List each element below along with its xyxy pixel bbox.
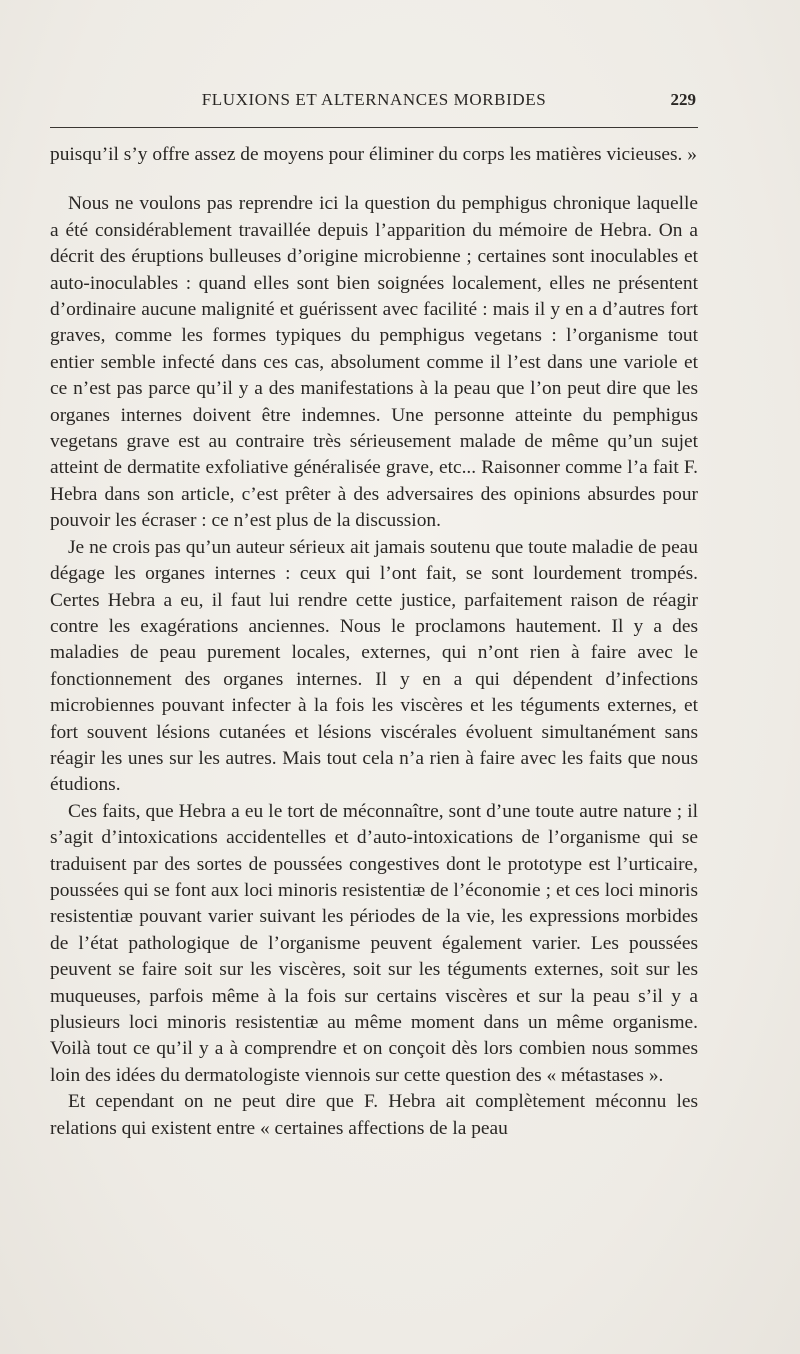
running-title: FLUXIONS ET ALTERNANCES MORBIDES bbox=[201, 90, 547, 109]
paragraph-hebra-relations: Et cependant on ne peut dire que F. Hebra ait complètement méconnu les relations qui existent entre « certaines affections de la peau bbox=[50, 1091, 698, 1139]
page-number: 229 bbox=[670, 90, 696, 109]
header-rule bbox=[50, 127, 698, 128]
paragraph-pemphigus: Nous ne voulons pas reprendre ici la question du pemphigus chronique laquelle a été considérablement travaillée depuis l’apparition du mémoire de Hebra. On a décrit des éruptions bulleuses d’origine microbienne ; certaines sont inoculables et auto-inoculables : quand elles sont bien soignées localement, elles ne présentent d’ordinaire aucune malignité et guérissent avec facilité : mais il y en a d’autres fort graves, comme les formes typiques du pemphigus vegetans : l’organisme tout entier semble infecté dans ces cas, absolument comme il l’est dans une variole et ce n’est pas parce qu’il y a des manifestations à la peau que l’on peut dire que les organes internes doivent être indemnes. Une personne atteinte du pemphigus vegetans grave est au contraire très sérieusement malade de même qu’un sujet atteint de dermatite exfoliative généralisée grave, etc... Raisonner comme l’a fait F. Hebra dans son article, c’est prêter à des adversaires des opinions absurdes pour pouvoir les écraser : ce n’est plus de la discussion. bbox=[50, 193, 698, 532]
running-head bbox=[52, 88, 696, 116]
paragraph-maladie-de-peau: Je ne crois pas qu’un auteur sérieux ait jamais soutenu que toute maladie de peau dégage les organes internes : ceux qui l’ont fait, se sont lourdement trompés. Certes Hebra a eu, il faut lui rendre cette justice, parfaitement raison de réagir contre les exagérations anciennes. Nous le proclamons hautement. Il y a des maladies de peau purement locales, externes, qui n’ont rien à faire avec le fonctionnement des organes internes. Il y en a qui dépendent d’infections microbiennes pouvant infecter à la fois les viscères et les téguments externes, et fort souvent lésions cutanées et lésions viscérales évoluent simultanément sans réagir les unes sur les autres. Mais tout cela n’a rien à faire avec les faits que nous étudions. bbox=[50, 536, 698, 796]
paragraph-continuation: puisqu’il s’y offre assez de moyens pour éliminer du corps les matières vicieuses. » bbox=[50, 144, 697, 165]
paragraph-intoxications: Ces faits, que Hebra a eu le tort de méconnaître, sont d’une toute autre nature ; il s’agit d’intoxications accidentelles et d’auto-intoxications de l’organisme qui se traduisent par des sortes de poussées congestives dont le prototype est l’urticaire, poussées qui se font aux loci minoris resistentiæ de l’économie ; et ces loci minoris resistentiæ pouvant varier suivant les périodes de la vie, les expressions morbides de l’état pathologique de l’organisme peuvent également varier. Les poussées peuvent se faire soit sur les viscères, soit sur les téguments externes, soit sur les muqueuses, parfois même à la fois sur certains viscères et sur la peau s’il y a plusieurs loci minoris resistentiæ au même moment dans un même organisme. Voilà tout ce qu’il y a à comprendre et on conçoit dès lors combien nous sommes loin des idées du dermatologiste viennois sur cette question des « métastases ». bbox=[50, 800, 698, 1086]
body-text bbox=[50, 142, 698, 1142]
